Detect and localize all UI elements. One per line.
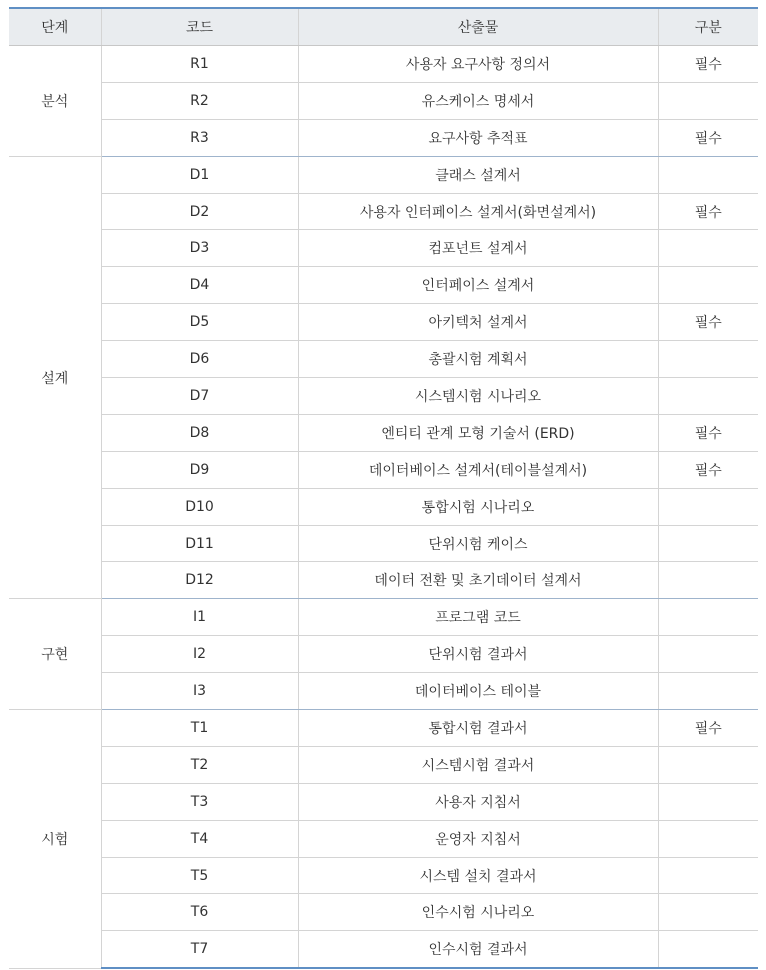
header-category: 구분 — [658, 8, 758, 46]
output-cell: 클래스 설계서 — [298, 156, 658, 193]
table-row — [9, 230, 758, 267]
table-row — [9, 931, 758, 968]
table-row — [9, 599, 758, 636]
category-cell — [658, 636, 758, 673]
category-cell — [658, 746, 758, 783]
code-cell: I1 — [101, 599, 298, 636]
output-cell: 사용자 지침서 — [298, 783, 658, 820]
table-row — [9, 414, 758, 451]
output-cell: 요구사항 추적표 — [298, 119, 658, 156]
code-cell: D9 — [101, 451, 298, 488]
code-cell: R1 — [101, 46, 298, 83]
category-cell — [658, 341, 758, 378]
table-row — [9, 82, 758, 119]
phase-cell: 설계 — [9, 156, 101, 599]
output-cell: 시스템시험 시나리오 — [298, 378, 658, 415]
category-cell — [658, 230, 758, 267]
code-cell: D1 — [101, 156, 298, 193]
code-cell: R2 — [101, 82, 298, 119]
output-cell: 인수시험 시나리오 — [298, 894, 658, 931]
category-cell — [658, 857, 758, 894]
table-row — [9, 267, 758, 304]
table-row — [9, 304, 758, 341]
category-cell — [658, 82, 758, 119]
code-cell: D5 — [101, 304, 298, 341]
output-cell: 데이터베이스 설계서(테이블설계서) — [298, 451, 658, 488]
category-cell: 필수 — [658, 119, 758, 156]
code-cell: D6 — [101, 341, 298, 378]
code-cell: T4 — [101, 820, 298, 857]
output-cell: 인터페이스 설계서 — [298, 267, 658, 304]
code-cell: T7 — [101, 931, 298, 968]
category-cell: 필수 — [658, 451, 758, 488]
output-cell: 아키텍처 설계서 — [298, 304, 658, 341]
output-cell: 프로그램 코드 — [298, 599, 658, 636]
code-cell: D8 — [101, 414, 298, 451]
category-cell — [658, 267, 758, 304]
category-cell — [658, 562, 758, 599]
table-row — [9, 193, 758, 230]
phase-cell: 분석 — [9, 46, 101, 157]
table-row — [9, 636, 758, 673]
category-cell — [658, 156, 758, 193]
output-cell: 운영자 지침서 — [298, 820, 658, 857]
category-cell — [658, 525, 758, 562]
output-cell: 시스템 설치 결과서 — [298, 857, 658, 894]
output-cell: 단위시험 케이스 — [298, 525, 658, 562]
deliverables-table-container — [9, 7, 758, 969]
table-row — [9, 783, 758, 820]
category-cell — [658, 488, 758, 525]
category-cell: 필수 — [658, 193, 758, 230]
output-cell: 유스케이스 명세서 — [298, 82, 658, 119]
table-row — [9, 746, 758, 783]
table-body — [9, 46, 758, 969]
table-row — [9, 451, 758, 488]
table-header — [9, 8, 758, 46]
output-cell: 컴포넌트 설계서 — [298, 230, 658, 267]
category-cell: 필수 — [658, 304, 758, 341]
category-cell: 필수 — [658, 414, 758, 451]
code-cell: I3 — [101, 673, 298, 710]
category-cell — [658, 894, 758, 931]
code-cell: D2 — [101, 193, 298, 230]
output-cell: 데이터베이스 테이블 — [298, 673, 658, 710]
code-cell: D12 — [101, 562, 298, 599]
table-row — [9, 710, 758, 747]
header-phase: 단계 — [9, 8, 101, 46]
table-row — [9, 488, 758, 525]
table-row — [9, 46, 758, 83]
header-row — [9, 8, 758, 46]
header-code: 코드 — [101, 8, 298, 46]
code-cell: T5 — [101, 857, 298, 894]
table-row — [9, 857, 758, 894]
category-cell — [658, 378, 758, 415]
output-cell: 사용자 요구사항 정의서 — [298, 46, 658, 83]
table-row — [9, 562, 758, 599]
output-cell: 엔티티 관계 모형 기술서 (ERD) — [298, 414, 658, 451]
deliverables-table — [9, 7, 758, 969]
code-cell: D11 — [101, 525, 298, 562]
code-cell: T2 — [101, 746, 298, 783]
header-output: 산출물 — [298, 8, 658, 46]
code-cell: D7 — [101, 378, 298, 415]
code-cell: D4 — [101, 267, 298, 304]
output-cell: 총괄시험 계획서 — [298, 341, 658, 378]
table-row — [9, 341, 758, 378]
output-cell: 시스템시험 결과서 — [298, 746, 658, 783]
output-cell: 데이터 전환 및 초기데이터 설계서 — [298, 562, 658, 599]
table-row — [9, 673, 758, 710]
code-cell: D3 — [101, 230, 298, 267]
output-cell: 인수시험 결과서 — [298, 931, 658, 968]
category-cell — [658, 931, 758, 968]
code-cell: T3 — [101, 783, 298, 820]
code-cell: R3 — [101, 119, 298, 156]
category-cell — [658, 673, 758, 710]
output-cell: 통합시험 시나리오 — [298, 488, 658, 525]
category-cell — [658, 599, 758, 636]
code-cell: D10 — [101, 488, 298, 525]
category-cell: 필수 — [658, 46, 758, 83]
table-row — [9, 525, 758, 562]
table-row — [9, 156, 758, 193]
table-row — [9, 820, 758, 857]
phase-cell: 구현 — [9, 599, 101, 710]
output-cell: 통합시험 결과서 — [298, 710, 658, 747]
table-row — [9, 894, 758, 931]
code-cell: T6 — [101, 894, 298, 931]
output-cell: 단위시험 결과서 — [298, 636, 658, 673]
code-cell: I2 — [101, 636, 298, 673]
category-cell — [658, 783, 758, 820]
phase-cell: 시험 — [9, 710, 101, 969]
output-cell: 사용자 인터페이스 설계서(화면설계서) — [298, 193, 658, 230]
category-cell — [658, 820, 758, 857]
category-cell: 필수 — [658, 710, 758, 747]
table-row — [9, 378, 758, 415]
code-cell: T1 — [101, 710, 298, 747]
table-row — [9, 119, 758, 156]
